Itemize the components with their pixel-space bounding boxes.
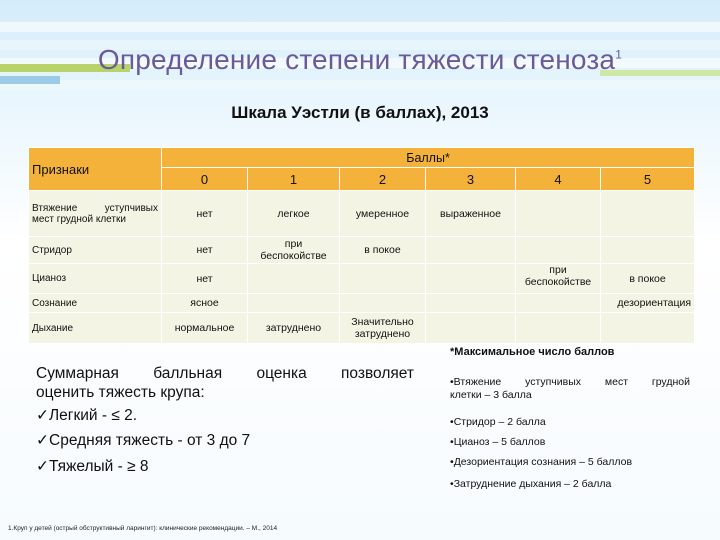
points-header: Баллы* [162,148,695,168]
table-cell [248,264,340,294]
table-cell: при беспокойстве [248,237,340,264]
table-cell [340,294,426,313]
table-cell: в покое [601,264,695,294]
table-cell: легкое [248,191,340,237]
table-cell: при беспокойстве [516,264,601,294]
row-label: Сознание [29,294,162,313]
footnote: 1.Круп у детей (острый обструктивный ларингит): клинические рекомендации. – М., 2014 [8,525,278,532]
table-cell [426,264,516,294]
point-col-5: 5 [601,168,695,191]
row-label: Втяжение уступчивых мест грудной клетки [29,191,162,237]
severity-moderate: ✓Средняя тяжесть - от 3 до 7 [36,432,251,449]
point-col-4: 4 [516,168,601,191]
max-points-notes [450,346,690,491]
notes-heading: *Максимальное число баллов [450,346,615,358]
table-cell: нормальное [162,313,248,344]
summary-word: балльная [153,365,223,382]
note-item: •Втяжение уступчивых мест грудной [450,376,690,388]
summary-word: позволяет [341,365,414,382]
check-icon: ✓ [36,458,49,475]
table-cell: Значительно затруднено [340,313,426,344]
table-cell [340,264,426,294]
severity-severe: ✓Тяжелый - ≥ 8 [36,458,149,475]
summary-word: Суммарная [36,365,119,382]
row-label: Дыхание [29,313,162,344]
summary-word: оценка [256,365,307,382]
table-cell: нет [162,237,248,264]
table-cell [426,237,516,264]
table-row-stridor [29,237,695,264]
point-col-1: 1 [248,168,340,191]
table-cell [516,294,601,313]
check-icon: ✓ [36,407,49,424]
point-col-3: 3 [426,168,516,191]
table-cell [601,191,695,237]
table-row-consciousness [29,294,695,313]
deco-bar-blue [0,76,60,84]
table-cell: выраженное [426,191,516,237]
summary-line-1 [36,364,414,383]
table-cell [426,294,516,313]
table-row-retractions [29,191,695,237]
signs-header: Признаки [29,148,162,191]
westley-scale-table [28,147,695,344]
note-item: •Цианоз – 5 баллов [450,436,546,448]
check-icon: ✓ [36,432,49,449]
note-item: •Затруднение дыхания – 2 балла [450,478,612,490]
note-item: •Дезориентация сознания – 5 баллов [450,456,633,468]
note-item: •Стридор – 2 балла [450,416,546,428]
table-cell [601,313,695,344]
note-item-cont: клетки – 3 балла [450,389,532,401]
summary-line-2: оценить тяжесть крупа: [36,384,205,401]
point-col-0: 0 [162,168,248,191]
table-cell [516,313,601,344]
table-cell: нет [162,264,248,294]
table-cell: ясное [162,294,248,313]
table-cell: дезориентация [601,294,695,313]
table-cell: нет [162,191,248,237]
table-cell: умеренное [340,191,426,237]
row-label: Стридор [29,237,162,264]
table-cell: в покое [340,237,426,264]
summary-text [36,364,414,402]
row-label: Цианоз [29,264,162,294]
point-col-2: 2 [340,168,426,191]
severity-mild: ✓Легкий - ≤ 2. [36,407,138,424]
table-cell [516,237,601,264]
table-cell [426,313,516,344]
page-title: Определение степени тяжести стеноза$^1$ [97,44,623,75]
table-cell [516,191,601,237]
table-cell: затруднено [248,313,340,344]
table-row-cyanosis [29,264,695,294]
table-cell [248,294,340,313]
table-row-breathing [29,313,695,344]
table-cell [601,237,695,264]
page-subtitle: Шкала Уэстли (в баллах), 2013 [231,103,489,122]
